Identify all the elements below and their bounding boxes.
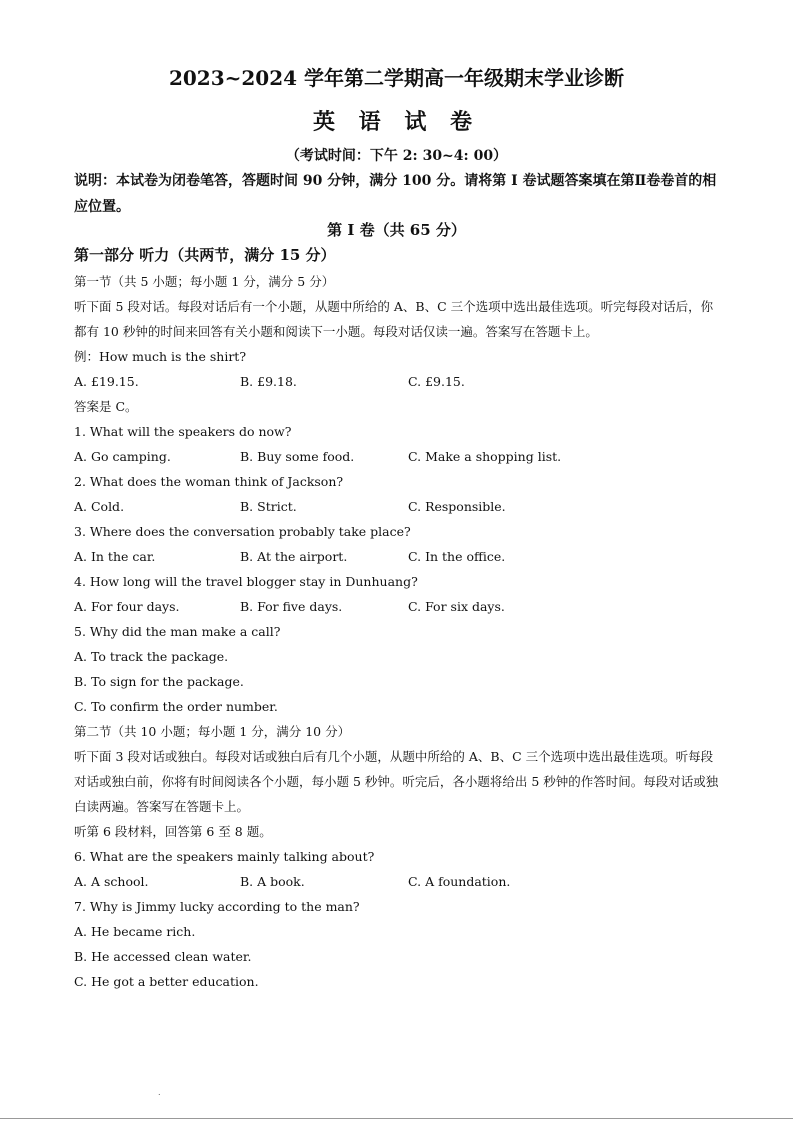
question-2: 2. What does the woman think of Jackson?	[74, 474, 344, 489]
option-b: B. Strict.	[240, 499, 297, 514]
question-6: 6. What are the speakers mainly talking about?	[74, 849, 375, 864]
option-a: A. Go camping.	[74, 449, 171, 464]
question-2-options	[74, 494, 724, 519]
volume-heading: 第 I 卷（共 65 分）	[327, 221, 466, 239]
question-1: 1. What will the speakers do now?	[74, 424, 292, 439]
option-c: C. £9.15.	[408, 374, 465, 389]
question-1-options	[74, 444, 724, 469]
exam-subtitle: 英 语 试 卷	[313, 109, 480, 135]
option-b: B. For five days.	[240, 599, 343, 614]
section1-heading: 第一节（共 5 小题；每小题 1 分，满分 5 分）	[74, 274, 335, 289]
option-c: C. Make a shopping list.	[408, 449, 562, 464]
section2-directions: 听下面 3 段对话或独白。每段对话或独白后有几个小题，从题中所给的 A、B、C 三个选项中选出最佳选项。听每段对话或独白前，你将有时间阅读各个小题，每小题 5 秒钟。听完后，各小题将给出 5 秒钟的作答时间。每段对话或独白读两遍。答案写在答题卡上。	[74, 749, 719, 814]
option-b: B. At the airport.	[240, 549, 348, 564]
option-c: C. He got a better education.	[74, 974, 259, 989]
question-3: 3. Where does the conversation probably take place?	[74, 524, 411, 539]
option-b: B. A book.	[240, 874, 305, 889]
question-6-options	[74, 869, 724, 894]
listening-section	[74, 269, 724, 994]
option-b: B. Buy some food.	[240, 449, 355, 464]
exam-title: 2023~2024 学年第二学期高一年级期末学业诊断	[168, 66, 625, 90]
option-a: A. A school.	[74, 874, 149, 889]
example-answer: 答案是 C。	[74, 399, 138, 414]
question-3-options	[74, 544, 724, 569]
option-c: C. For six days.	[408, 599, 505, 614]
example-question: 例：How much is the shirt?	[74, 349, 247, 364]
option-b: B. £9.18.	[240, 374, 297, 389]
option-a: A. £19.15.	[74, 374, 139, 389]
question-4: 4. How long will the travel blogger stay in Dunhuang?	[74, 574, 418, 589]
section2-heading: 第二节（共 10 小题；每小题 1 分，满分 10 分）	[74, 724, 351, 739]
option-a: A. For four days.	[74, 599, 180, 614]
option-a: A. Cold.	[74, 499, 125, 514]
section1-directions: 听下面 5 段对话。每段对话后有一个小题，从题中所给的 A、B、C 三个选项中选出最佳选项。听完每段对话后，你都有 10 秒钟的时间来回答有关小题和阅读下一小题。每段对话仅读一遍。答案写在答题卡上。	[74, 299, 714, 339]
part1-heading: 第一部分 听力（共两节，满分 15 分）	[74, 246, 336, 264]
option-c: C. Responsible.	[408, 499, 506, 514]
option-b: B. To sign for the package.	[74, 674, 244, 689]
option-c: C. In the office.	[408, 549, 506, 564]
footer-mark: .	[158, 1088, 161, 1097]
instructions: 说明：本试卷为闭卷笔答，答题时间 90 分钟，满分 100 分。请将第 I 卷试题答案填在第Ⅱ卷卷首的相应位置。	[74, 173, 717, 215]
exam-time: （考试时间：下午 2: 30~4: 00）	[285, 148, 508, 164]
option-b: B. He accessed clean water.	[74, 949, 252, 964]
option-c: C. A foundation.	[408, 874, 511, 889]
option-c: C. To confirm the order number.	[74, 699, 278, 714]
question-4-options	[74, 594, 724, 619]
question-5: 5. Why did the man make a call?	[74, 624, 281, 639]
option-a: A. He became rich.	[74, 924, 196, 939]
material-6-note: 听第 6 段材料，回答第 6 至 8 题。	[74, 824, 272, 839]
question-7: 7. Why is Jimmy lucky according to the man?	[74, 899, 360, 914]
option-a: A. To track the package.	[74, 649, 229, 664]
page-bottom-divider	[0, 1118, 793, 1119]
option-a: A. In the car.	[74, 549, 156, 564]
example-options	[74, 369, 724, 394]
